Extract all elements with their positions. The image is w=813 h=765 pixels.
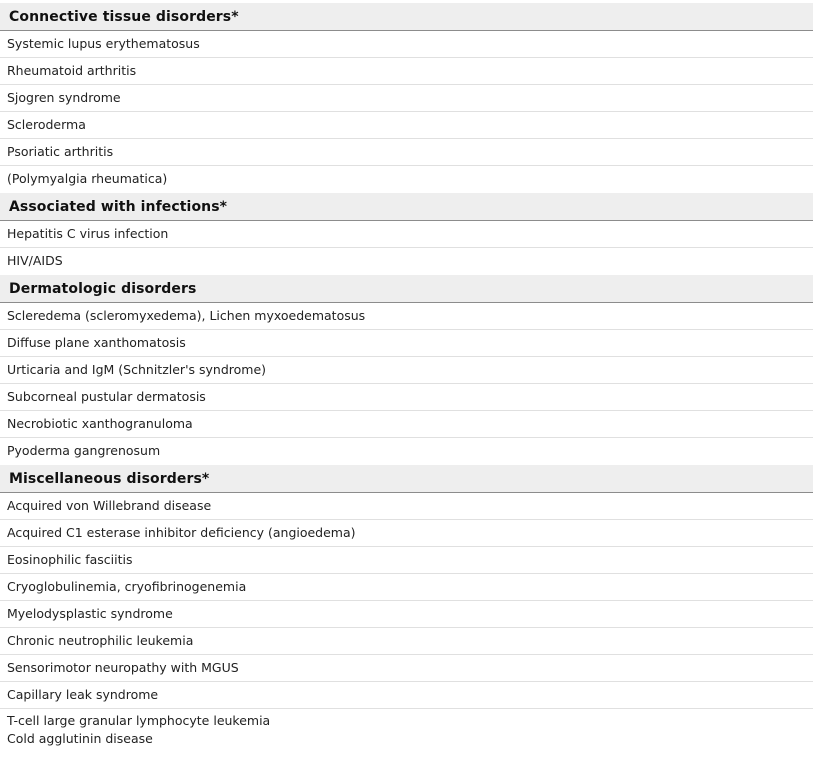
table-row: T-cell large granular lymphocyte leukemia xyxy=(7,713,271,728)
table-row: Necrobiotic xanthogranuloma xyxy=(0,411,813,438)
table-row: Cold agglutinin disease xyxy=(7,731,153,746)
table-row: Psoriatic arthritis xyxy=(0,139,813,166)
table-row: Sensorimotor neuropathy with MGUS xyxy=(0,655,813,682)
table-row: Subcorneal pustular dermatosis xyxy=(0,384,813,411)
table-row: Capillary leak syndrome xyxy=(0,682,813,709)
table-row: Scleredema (scleromyxedema), Lichen myxoedematosus xyxy=(0,303,813,330)
table-row: Myelodysplastic syndrome xyxy=(0,601,813,628)
table-row: Diffuse plane xanthomatosis xyxy=(0,330,813,357)
disorders-table xyxy=(0,3,813,752)
section-header-infections: Associated with infections* xyxy=(0,193,813,221)
table-row: Chronic neutrophilic leukemia xyxy=(0,628,813,655)
table-row: Cryoglobulinemia, cryofibrinogenemia xyxy=(0,574,813,601)
table-row: Pyoderma gangrenosum xyxy=(7,443,161,458)
table-row: Systemic lupus erythematosus xyxy=(0,31,813,58)
table-row: (Polymyalgia rheumatica) xyxy=(7,171,168,186)
section-header-miscellaneous: Miscellaneous disorders* xyxy=(0,465,813,493)
table-row: Acquired C1 esterase inhibitor deficiency (angioedema) xyxy=(0,520,813,547)
table-row: HIV/AIDS xyxy=(7,253,63,268)
table-row: Scleroderma xyxy=(0,112,813,139)
section-header-connective-tissue: Connective tissue disorders* xyxy=(0,3,813,31)
table-row: Acquired von Willebrand disease xyxy=(0,493,813,520)
table-row: Eosinophilic fasciitis xyxy=(0,547,813,574)
table-row: Urticaria and IgM (Schnitzler's syndrome) xyxy=(0,357,813,384)
table-row: Sjogren syndrome xyxy=(0,85,813,112)
table-row: Hepatitis C virus infection xyxy=(0,221,813,248)
table-row: Rheumatoid arthritis xyxy=(0,58,813,85)
section-header-dermatologic: Dermatologic disorders xyxy=(0,275,813,303)
